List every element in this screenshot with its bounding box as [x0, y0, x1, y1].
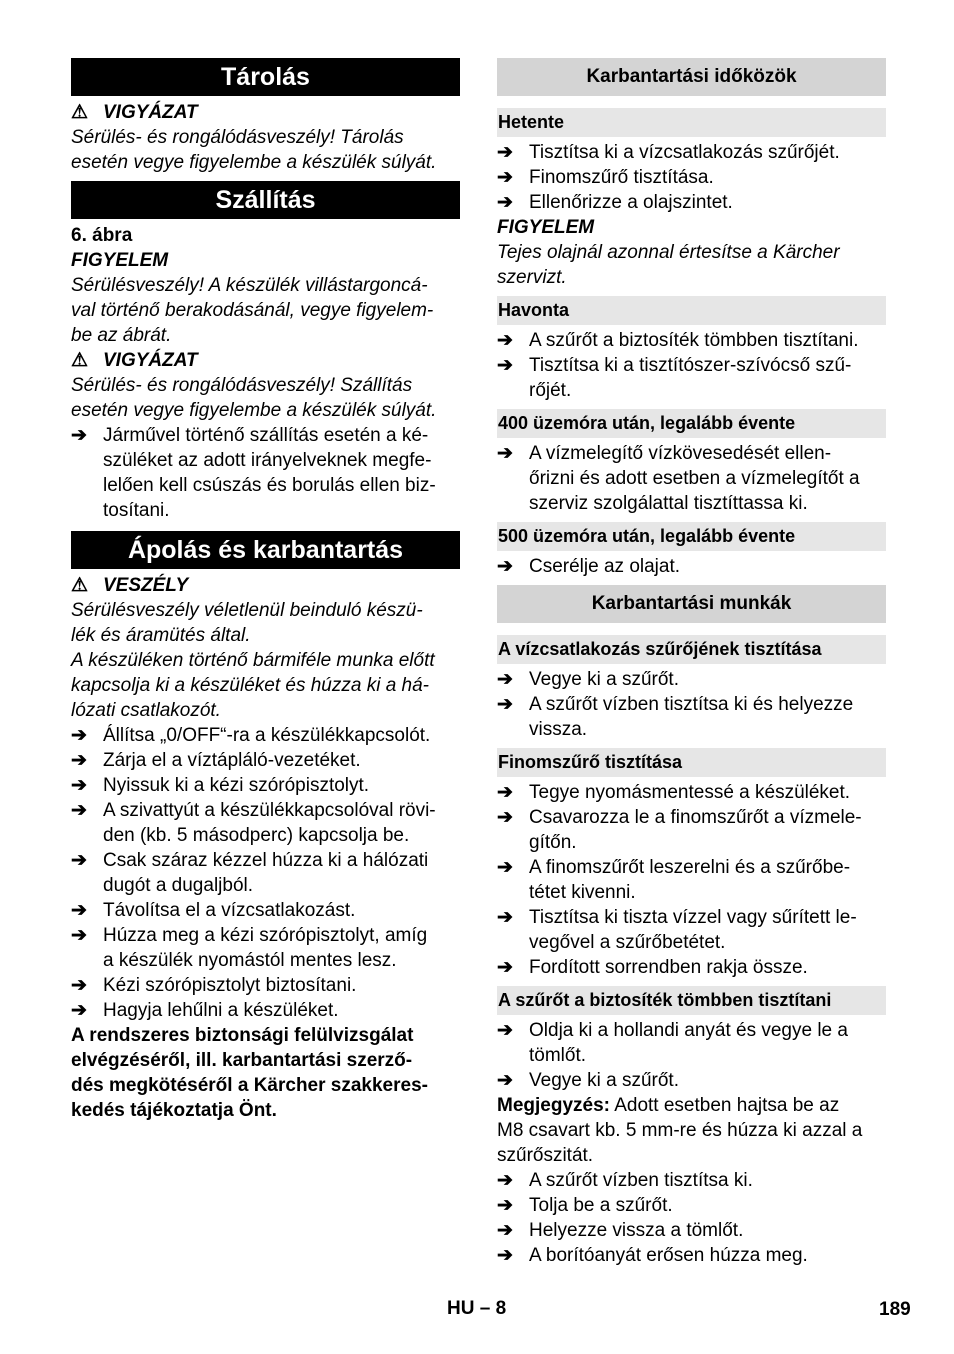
heading-maintenance-work: Karbantartási munkák [497, 585, 886, 623]
arrow-right-icon [497, 165, 519, 190]
arrow-right-icon [71, 923, 93, 948]
arrow-right-icon [71, 973, 93, 998]
bullet-text: Finomszűrő tisztítása. [529, 167, 714, 188]
caution-transport-text [71, 373, 460, 423]
arrow-right-icon [71, 798, 93, 823]
care-steps [71, 723, 460, 1023]
text-line: be az ábrát. [71, 325, 172, 346]
weekly-list [497, 140, 886, 215]
page-number: 189 [879, 1299, 911, 1320]
water-filter-list [497, 667, 886, 742]
bullet-text: őrizni és adott esetben a vízmelegítőt a [529, 468, 860, 489]
bullet-item [71, 723, 460, 748]
bullet-item [497, 441, 886, 516]
note-oil: FIGYELEM [497, 217, 595, 238]
bullet-text: Tisztítsa ki a vízcsatlakozás szűrőjét. [529, 142, 840, 163]
text-line: elvégzéséről, ill. karbantartási szerző- [71, 1050, 413, 1071]
bullet-text: szerviz szolgálattal tisztíttassa ki. [529, 493, 808, 514]
bullet-item [497, 855, 886, 905]
transport-bullet [71, 423, 460, 523]
bullet-text: A borítóanyát erősen húzza meg. [529, 1245, 808, 1266]
note-transport: FIGYELEM [71, 250, 169, 271]
fuse-filter-list-a [497, 1018, 886, 1093]
bullet-text: szüléket az adott irányelveknek megfe- [103, 450, 432, 471]
arrow-right-icon [497, 140, 519, 165]
bullet-text: A szűrőt vízben tisztítsa ki. [529, 1170, 753, 1191]
bullet-item [497, 353, 886, 403]
bullet-text: Csavarozza le a finomszűrőt a vízmele- [529, 807, 862, 828]
bullet-item [497, 667, 886, 692]
bullet-text: Vegye ki a szűrőt. [529, 1070, 679, 1091]
text-line: kapcsolja ki a készüléket és húzza ki a há- [71, 675, 430, 696]
arrow-right-icon [497, 1193, 519, 1218]
text-line: Tejes olajnál azonnal értesítse a Kärcher [497, 242, 840, 263]
bullet-item [71, 848, 460, 898]
bullet-item [71, 998, 460, 1023]
arrow-right-icon [497, 805, 519, 830]
subheading-fine-filter: Finomszűrő tisztítása [497, 748, 886, 777]
heading-intervals: Karbantartási időközök [497, 58, 886, 96]
bullet-text: tétet kivenni. [529, 882, 636, 903]
bullet-text: vegővel a szűrőbetétet. [529, 932, 726, 953]
heading-transport: Szállítás [71, 181, 460, 219]
arrow-right-icon [497, 441, 519, 466]
bullet-item [71, 973, 460, 998]
arrow-right-icon [71, 723, 93, 748]
arrow-right-icon [497, 554, 519, 579]
bullet-text: gítőn. [529, 832, 577, 853]
text-line: A rendszeres biztonsági felülvizsgálat [71, 1025, 414, 1046]
arrow-right-icon [497, 692, 519, 717]
bullet-text: A szűrőt a biztosíték tömbben tisztítani. [529, 330, 859, 351]
text-line: Sérülésveszély! A készülék villástargoncá- [71, 275, 428, 296]
remark-text-first: Adott esetben hajtsa be az [609, 1095, 840, 1116]
bullet-text: Csak száraz kézzel húzza ki a hálózati [103, 850, 429, 871]
bullet-item [497, 165, 886, 190]
arrow-right-icon [497, 190, 519, 215]
bullet-text: Helyezze vissza a tömlőt. [529, 1220, 744, 1241]
text-line: lózati csatlakozót. [71, 700, 221, 721]
bullet-item [71, 423, 460, 523]
bullet-text: Tolja be a szűrőt. [529, 1195, 673, 1216]
danger-text [71, 598, 460, 723]
bullet-text: Vegye ki a szűrőt. [529, 669, 679, 690]
arrow-right-icon [497, 1218, 519, 1243]
danger-warning: ⚠ VESZÉLY [71, 575, 189, 596]
bullet-text: Tisztítsa ki tiszta vízzel vagy sűrített le- [529, 907, 857, 928]
subheading-monthly: Havonta [497, 296, 886, 325]
inspection-paragraph [71, 1023, 460, 1123]
bullet-text: Tegye nyomásmentessé a készüléket. [529, 782, 851, 803]
bullet-item [497, 554, 886, 579]
figure-reference: 6. ábra [71, 225, 133, 246]
bullet-text: A vízmelegítő vízkövesedését ellen- [529, 443, 832, 464]
h500-list [497, 554, 886, 579]
bullet-text: Állítsa „0/OFF“-ra a készülékkapcsolót. [103, 725, 431, 746]
text-line: kedés tájékoztatja Önt. [71, 1100, 277, 1121]
bullet-text: tosítani. [103, 500, 170, 521]
arrow-right-icon [497, 905, 519, 930]
subheading-400h: 400 üzemóra után, legalább évente [497, 409, 886, 438]
arrow-right-icon [497, 1018, 519, 1043]
bullet-item [71, 898, 460, 923]
fuse-filter-list-b [497, 1168, 886, 1268]
bullet-item [497, 140, 886, 165]
bullet-item [71, 773, 460, 798]
bullet-item [497, 1018, 886, 1068]
text-line: Sérülés- és rongálódásveszély! Szállítás [71, 375, 413, 396]
bullet-text: Cserélje az olajat. [529, 556, 681, 577]
bullet-text: Ellenőrizze a olajszintet. [529, 192, 733, 213]
bullet-text: Nyissuk ki a kézi szórópisztolyt. [103, 775, 370, 796]
bullet-item [497, 1168, 886, 1193]
text-line: A készüléken történő bármiféle munka előtt [71, 650, 435, 671]
bullet-text: A szivattyút a készülékkapcsolóval rövi- [103, 800, 436, 821]
arrow-right-icon [71, 773, 93, 798]
note-transport-text [71, 273, 460, 348]
bullet-text: Hagyja lehűlni a készüléket. [103, 1000, 339, 1021]
bullet-text: rőjét. [529, 380, 572, 401]
arrow-right-icon [497, 855, 519, 880]
subheading-water-filter: A vízcsatlakozás szűrőjének tisztítása [497, 635, 886, 664]
text-line: esetén vegye figyelembe a készülék súlyát. [71, 152, 437, 173]
arrow-right-icon [71, 748, 93, 773]
bullet-item [497, 805, 886, 855]
text-line: dés megkötéséről a Kärcher szakkeres- [71, 1075, 428, 1096]
remark-text-line: szűrőszitát. [497, 1145, 594, 1166]
arrow-right-icon [497, 780, 519, 805]
arrow-right-icon [71, 423, 93, 448]
text-line: Sérülés- és rongálódásveszély! Tárolás [71, 127, 404, 148]
bullet-item [71, 748, 460, 773]
bullet-text: Kézi szórópisztolyt biztosítani. [103, 975, 357, 996]
fine-filter-list [497, 780, 886, 980]
arrow-right-icon [497, 667, 519, 692]
right-column [497, 58, 886, 1268]
warning-triangle-icon: ⚠ [71, 575, 89, 596]
note-oil-text [497, 240, 886, 290]
bullet-text: den (kb. 5 másodperc) kapcsolja be. [103, 825, 410, 846]
subheading-fuse-filter: A szűrőt a biztosíték tömbben tisztítani [497, 986, 886, 1015]
bullet-item [497, 1068, 886, 1093]
arrow-right-icon [71, 848, 93, 873]
footer-section: HU – 8 [447, 1298, 507, 1319]
text-line: Sérülésveszély véletlenül beinduló készü- [71, 600, 423, 621]
bullet-text: Tisztítsa ki a tisztítószer-szívócső szű- [529, 355, 852, 376]
arrow-right-icon [497, 328, 519, 353]
arrow-right-icon [71, 898, 93, 923]
bullet-text: Fordított sorrendben rakja össze. [529, 957, 808, 978]
left-column [71, 58, 460, 1123]
arrow-right-icon [497, 955, 519, 980]
bullet-text: vissza. [529, 719, 588, 740]
caution-storage-text [71, 125, 460, 175]
bullet-text: lelően kell csúszás és borulás ellen biz- [103, 475, 436, 496]
bullet-item [497, 780, 886, 805]
text-line: esetén vegye figyelembe a készülék súlyát. [71, 400, 437, 421]
bullet-text: A szűrőt vízben tisztítsa ki és helyezze [529, 694, 854, 715]
bullet-item [497, 328, 886, 353]
bullet-item [497, 1243, 886, 1268]
remark-label: Megjegyzés: [497, 1095, 610, 1116]
warning-triangle-icon: ⚠ [71, 350, 89, 371]
heading-storage: Tárolás [71, 58, 460, 96]
bullet-text: Távolítsa el a vízcsatlakozást. [103, 900, 356, 921]
bullet-text: dugót a dugaljból. [103, 875, 254, 896]
bullet-text: tömlőt. [529, 1045, 587, 1066]
subheading-weekly: Hetente [497, 108, 886, 137]
text-line: lék és áramütés által. [71, 625, 251, 646]
remark-line [497, 1093, 886, 1118]
heading-care: Ápolás és karbantartás [71, 531, 460, 569]
bullet-text: A finomszűrőt leszerelni és a szűrőbe- [529, 857, 851, 878]
arrow-right-icon [497, 1068, 519, 1093]
caution-transport: ⚠ VIGYÁZAT [71, 350, 198, 371]
bullet-text: Járművel történő szállítás esetén a ké- [103, 425, 429, 446]
arrow-right-icon [497, 1243, 519, 1268]
bullet-item [497, 905, 886, 955]
caution-storage: ⚠ VIGYÁZAT [71, 102, 198, 123]
warning-triangle-icon: ⚠ [71, 102, 89, 123]
h400-list [497, 441, 886, 516]
bullet-item [497, 1193, 886, 1218]
bullet-item [497, 955, 886, 980]
bullet-text: a készülék nyomástól mentes lesz. [103, 950, 397, 971]
bullet-item [497, 692, 886, 742]
arrow-right-icon [497, 353, 519, 378]
monthly-list [497, 328, 886, 403]
arrow-right-icon [71, 998, 93, 1023]
bullet-text: Oldja ki a hollandi anyát és vegye le a [529, 1020, 848, 1041]
bullet-item [71, 923, 460, 973]
bullet-text: Húzza meg a kézi szórópisztolyt, amíg [103, 925, 428, 946]
text-line: szervizt. [497, 267, 567, 288]
bullet-item [71, 798, 460, 848]
subheading-500h: 500 üzemóra után, legalább évente [497, 522, 886, 551]
text-line: val történő berakodásánál, vegye figyelem- [71, 300, 434, 321]
remark-text-line: M8 csavart kb. 5 mm-re és húzza ki azzal a [497, 1120, 863, 1141]
bullet-text: Zárja el a víztápláló-vezetéket. [103, 750, 361, 771]
arrow-right-icon [497, 1168, 519, 1193]
bullet-item [497, 1218, 886, 1243]
bullet-item [497, 190, 886, 215]
